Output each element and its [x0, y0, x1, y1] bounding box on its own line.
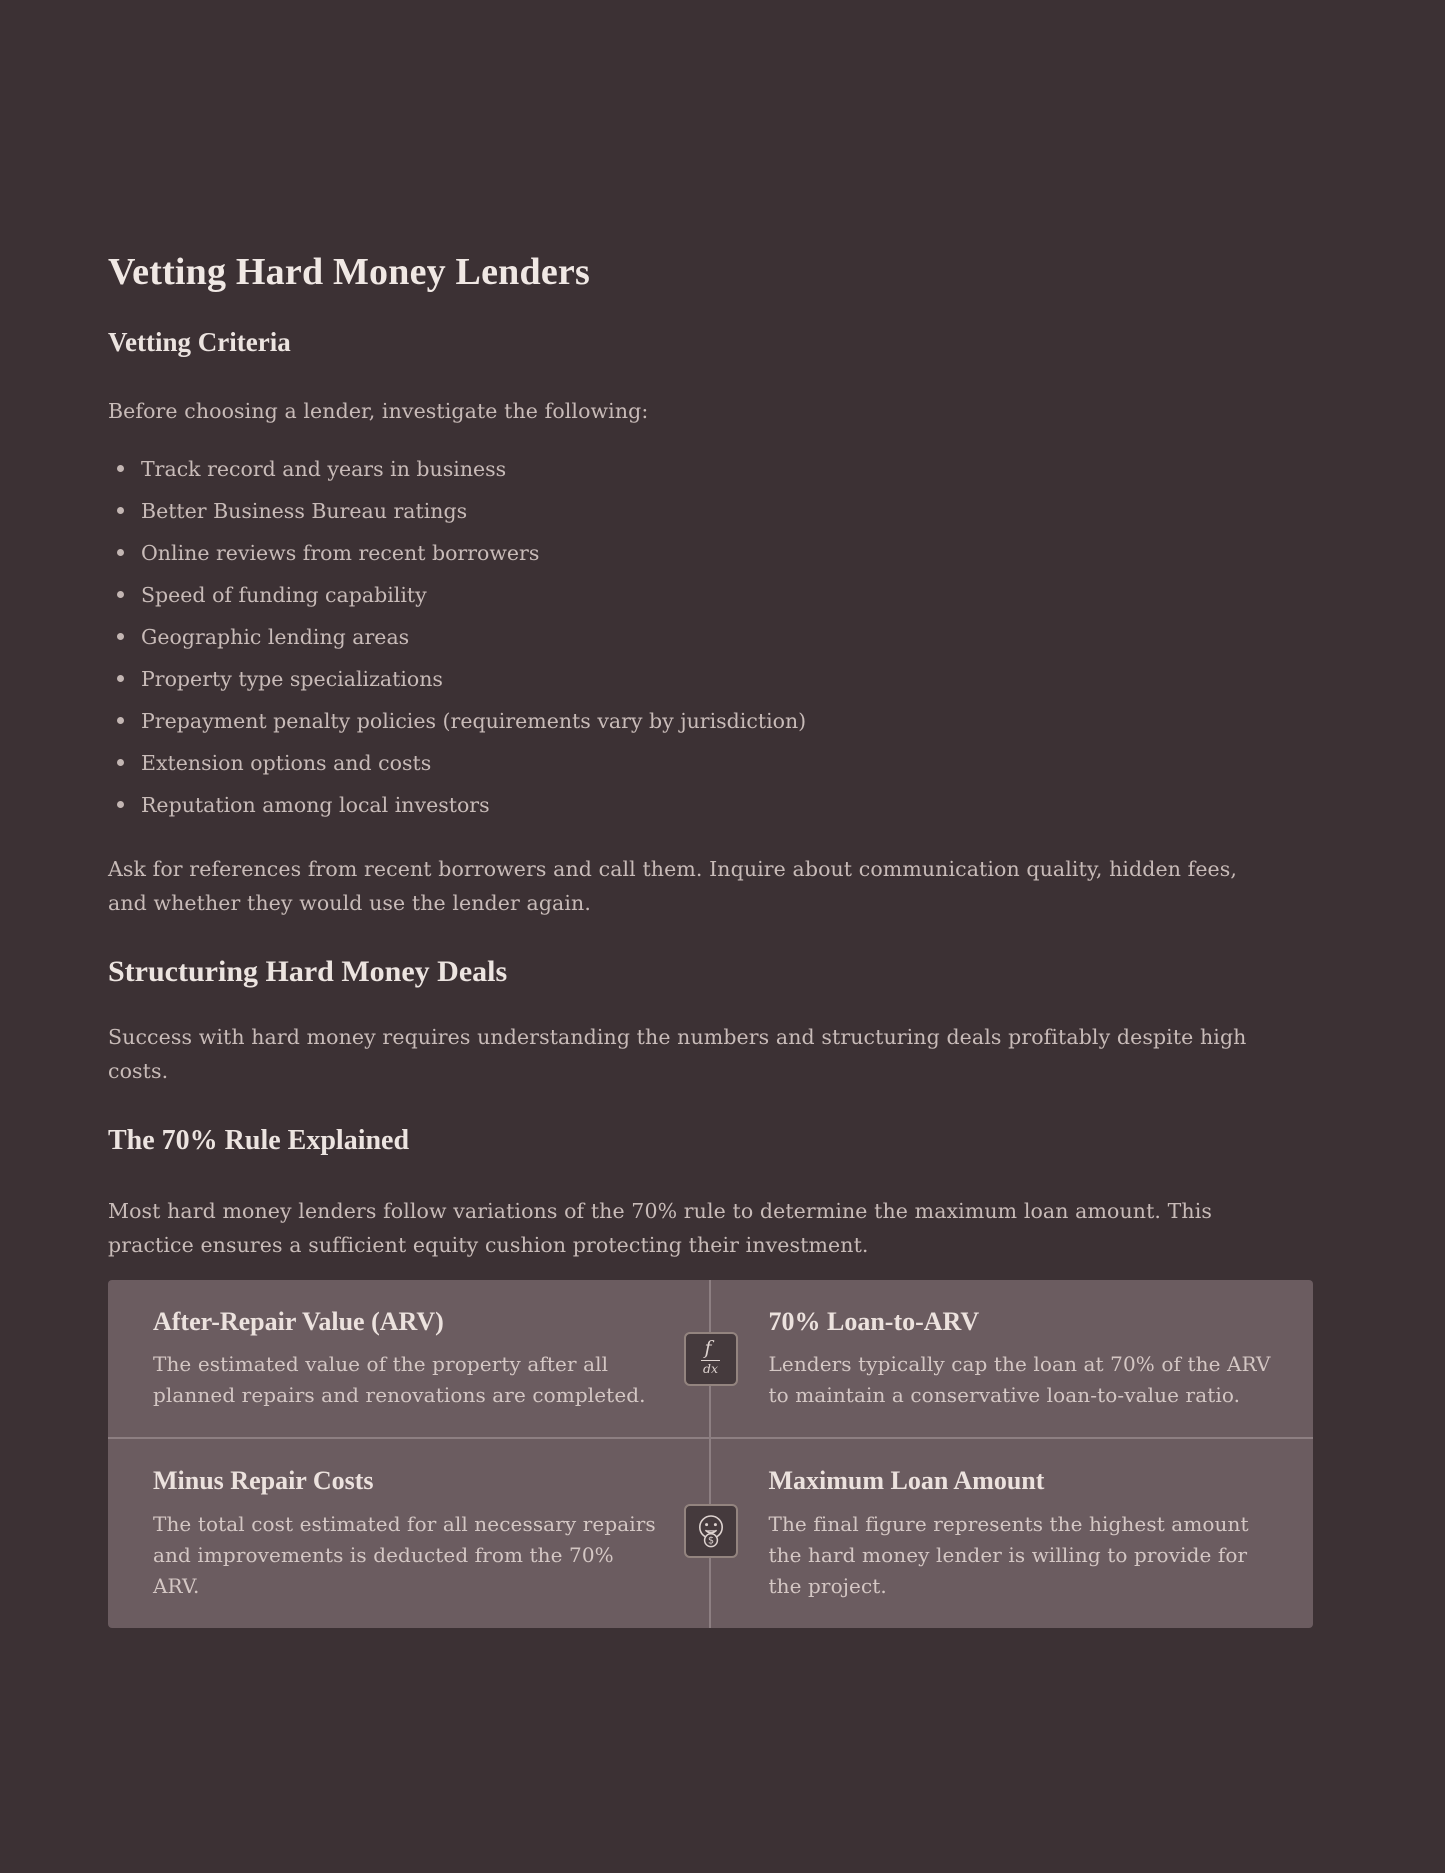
list-item: Online reviews from recent borrowers [108, 538, 1313, 568]
card-body: Lenders typically cap the loan at 70% of the ARV to maintain a conservative loan-to-value ratio. [768, 1352, 1271, 1408]
list-item: Geographic lending areas [108, 622, 1313, 652]
rule-paragraph: Most hard money lenders follow variations of the 70% rule to determine the maximum loan amount. This practice ensures a sufficient equity cushion protecting their investment. [108, 1198, 1212, 1257]
list-item: Prepayment penalty policies (requirements vary by jurisdiction) [108, 706, 1313, 736]
list-item: Reputation among local investors [108, 790, 1313, 820]
card-body: The estimated value of the property after all planned repairs and renovations are completed. [153, 1352, 646, 1408]
derivative-fraction [701, 1339, 719, 1378]
vetting-criteria-list [108, 454, 1313, 820]
page-title: Vetting Hard Money Lenders [108, 251, 590, 293]
list-item: Track record and years in business [108, 454, 1313, 484]
card-loan-to-arv [711, 1280, 1314, 1440]
list-item: Extension options and costs [108, 748, 1313, 778]
card-minus-repair-costs [108, 1439, 714, 1628]
derivative-icon [684, 1332, 738, 1386]
list-item: Better Business Bureau ratings [108, 496, 1313, 526]
money-mouth-face-icon [684, 1504, 738, 1558]
heading-vetting-criteria: Vetting Criteria [108, 326, 291, 357]
svg-text:$: $ [707, 1535, 714, 1547]
heading-structuring-deals: Structuring Hard Money Deals [108, 954, 508, 988]
vetting-intro-paragraph: Before choosing a lender, investigate the following: [108, 398, 649, 423]
card-title: Maximum Loan Amount [768, 1466, 1045, 1496]
derivative-numerator: f [701, 1339, 719, 1361]
card-after-repair-value [108, 1280, 711, 1440]
card-title: After-Repair Value (ARV) [153, 1306, 444, 1336]
vetting-outro-paragraph: Ask for references from recent borrowers and call them. Inquire about communication quality, hidden fees, and whether they would use the lender again. [108, 856, 1238, 915]
seventy-percent-rule-grid [108, 1280, 1313, 1628]
card-title: Minus Repair Costs [153, 1466, 374, 1496]
money-mouth-face-graphic [694, 1514, 728, 1548]
structuring-paragraph: Success with hard money requires understanding the numbers and structuring deals profitably despite high costs. [108, 1024, 1247, 1083]
list-item: Property type specializations [108, 664, 1313, 694]
card-maximum-loan-amount [711, 1439, 1314, 1628]
card-body: The final figure represents the highest amount the hard money lender is willing to provide for the project. [768, 1511, 1249, 1598]
card-body: The total cost estimated for all necessary repairs and improvements is deducted from the 70% ARV. [153, 1511, 656, 1598]
list-item: Speed of funding capability [108, 580, 1313, 610]
derivative-denominator: dx [702, 1361, 719, 1377]
heading-70-rule: The 70% Rule Explained [108, 1124, 410, 1156]
card-title: 70% Loan-to-ARV [768, 1306, 980, 1336]
